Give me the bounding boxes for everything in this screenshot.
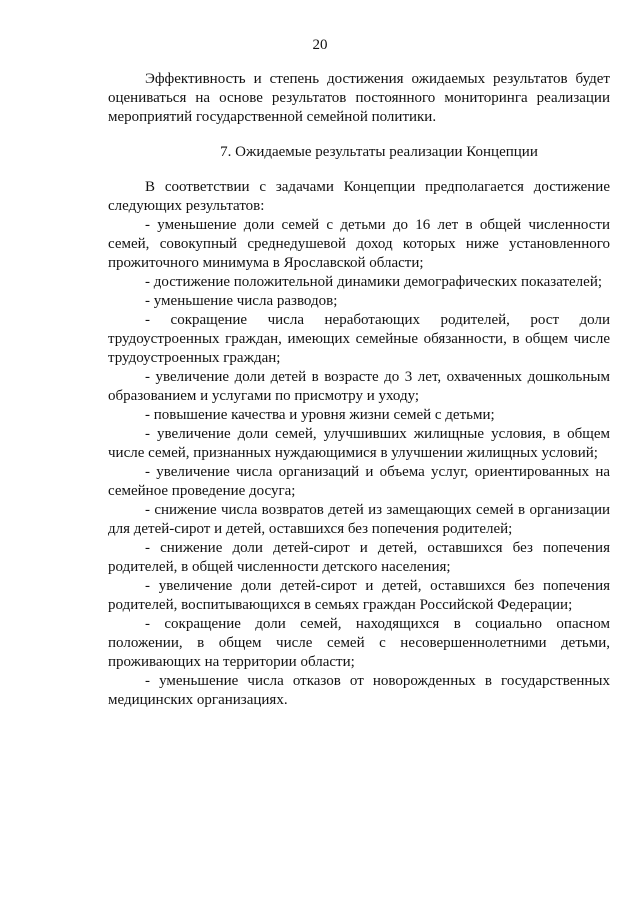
list-item: - снижение числа возвратов детей из замещающих семей в организации для детей-сирот и детей, оставшихся без попечения родителей; — [108, 502, 610, 537]
list-item: - сокращение числа неработающих родителей, рост доли трудоустроенных граждан, имеющих семейные обязанности, в общем числе трудоустроенных граждан; — [108, 312, 610, 366]
section-heading: 7. Ожидаемые результаты реализации Концепции — [220, 144, 538, 160]
list-item: - сокращение доли семей, находящихся в социально опасном положении, в общем числе семей с несовершеннолетними детьми, проживающих на территории области; — [108, 616, 610, 670]
list-item: - увеличение доли детей в возрасте до 3 лет, охваченных дошкольным образованием и услугами по присмотру и уходу; — [108, 369, 610, 404]
list-item: - увеличение числа организаций и объема услуг, ориентированных на семейное проведение досуга; — [108, 464, 610, 499]
list-item: - уменьшение доли семей с детьми до 16 лет в общей численности семей, совокупный среднедушевой доход которых ниже установленного прожиточного минимума в Ярославской области; — [108, 217, 610, 271]
document-body — [108, 70, 610, 710]
list-item: - повышение качества и уровня жизни семей с детьми; — [145, 407, 495, 423]
results-intro: В соответствии с задачами Концепции предполагается достижение следующих результатов: — [108, 179, 610, 214]
page-number: 20 — [312, 37, 328, 53]
intro-paragraph: Эффективность и степень достижения ожидаемых результатов будет оцениваться на основе результатов постоянного мониторинга реализации мероприятий государственной семейной политики. — [108, 71, 610, 125]
list-item: - уменьшение числа отказов от новорожденных в государственных медицинских организациях. — [108, 673, 610, 708]
results-list — [108, 216, 610, 710]
list-item: - уменьшение числа разводов; — [145, 293, 338, 309]
list-item: - увеличение доли семей, улучшивших жилищные условия, в общем числе семей, признанных нуждающимися в улучшении жилищных условий; — [108, 426, 610, 461]
list-item: - достижение положительной динамики демографических показателей; — [145, 274, 603, 290]
list-item: - снижение доли детей-сирот и детей, оставшихся без попечения родителей, в общей численности детского населения; — [108, 540, 610, 575]
list-item: - увеличение доли детей-сирот и детей, оставшихся без попечения родителей, воспитывающихся в семьях граждан Российской Федерации; — [108, 578, 610, 613]
